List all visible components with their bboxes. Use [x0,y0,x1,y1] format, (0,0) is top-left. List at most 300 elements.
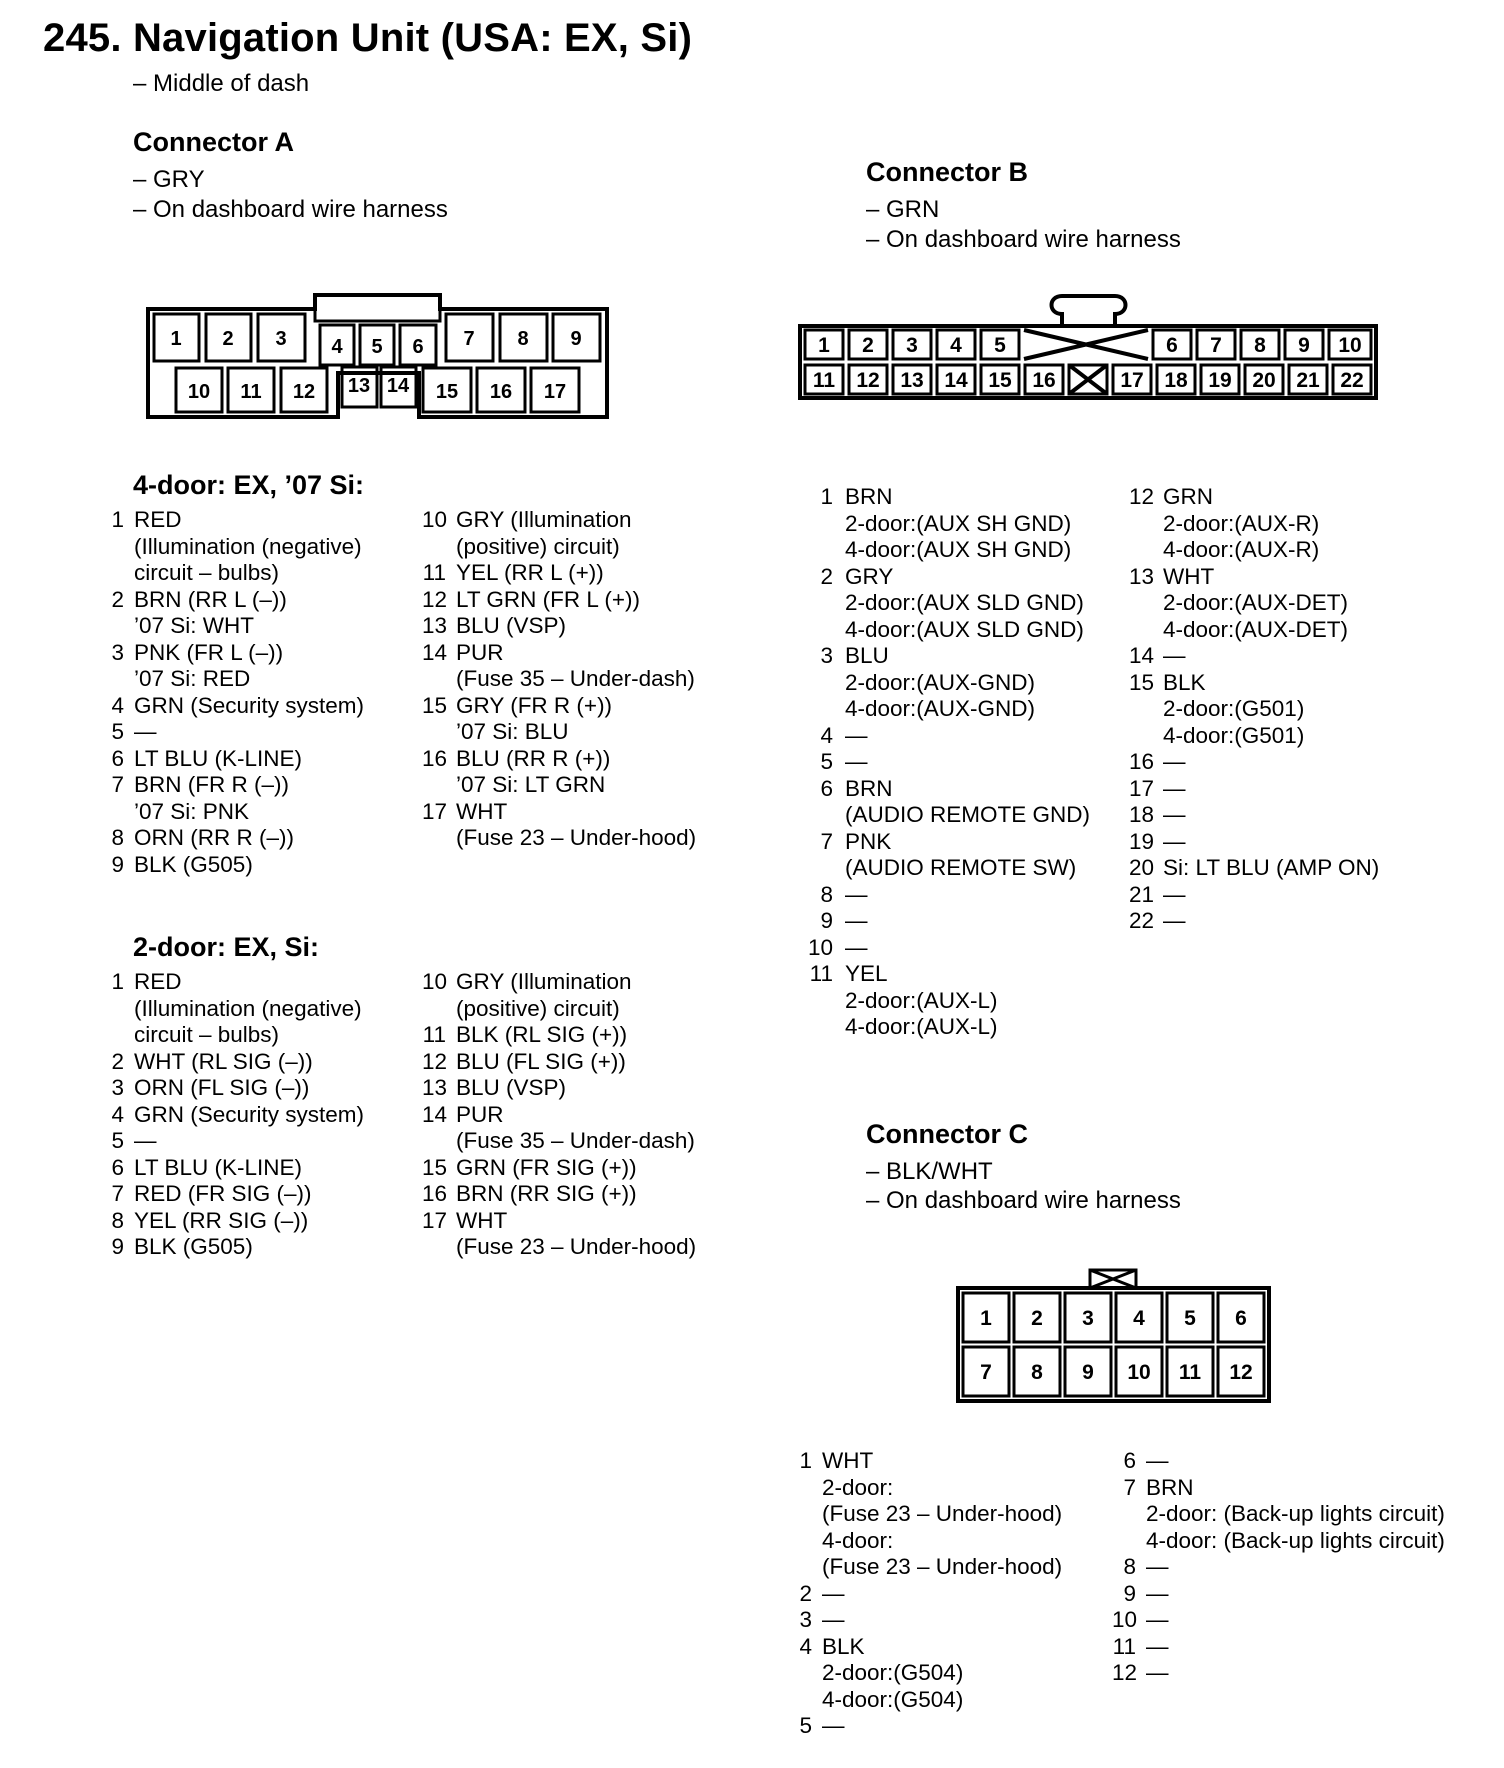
pin-entry [100,746,430,773]
connector-c-pin-1: 1 [980,1307,992,1330]
pin-number: 20 [1129,855,1155,880]
pin-number: 15 [422,692,448,718]
pin-entry [100,1155,430,1182]
pin-description-line: circuit – bulbs) [134,560,280,585]
a2-pin-list-left [100,969,430,1261]
pin-description-line: 2-door:(AUX SH GND) [845,510,1072,536]
pin-number: 11 [422,560,446,585]
pin-entry [1112,1475,1472,1555]
connector-a-pin-8: 8 [517,328,529,350]
pin-entry [1129,564,1469,644]
connector-a-pin-14: 14 [386,375,410,397]
pin-number: 4 [111,692,124,718]
pin-description-line: 4-door:(AUX SLD GND) [845,616,1084,642]
pin-description-line: RED [134,969,182,994]
pin-entry [1112,1448,1472,1475]
pin-entry [100,772,430,825]
pin-description-line: LT BLU (K-LINE) [134,745,302,771]
pin-entry [803,749,1133,776]
pin-number: 9 [820,908,833,933]
pin-description-line: BLK (G505) [134,1234,253,1259]
pin-number: 9 [111,1234,124,1259]
pin-entry [1129,484,1469,564]
pin-entry [1129,829,1469,856]
pin-number: 13 [422,1075,448,1100]
pin-description-line: LT BLU (K-LINE) [134,1154,302,1180]
connector-a-title: Connector A [133,127,294,157]
pin-entry [788,1448,1128,1581]
pin-description-line: (Illumination (negative) [134,995,362,1021]
pin-description-line: (Fuse 23 – Under-hood) [456,1234,697,1259]
pin-description-line: WHT [456,1207,508,1233]
pin-entry [100,507,430,587]
pin-description-line: BRN (RR L (–)) [134,586,287,612]
pin-number: 16 [1129,749,1155,774]
pin-number: 1 [820,484,833,509]
pin-description-line: (AUDIO REMOTE SW) [845,855,1077,880]
pin-entry [422,799,752,852]
pin-description-line: BRN [845,775,893,801]
c-pin-list-right [1112,1448,1472,1687]
pin-description-line: BRN (FR R (–)) [134,772,289,797]
connector-a-pin-5: 5 [371,336,383,358]
pin-entry [422,507,752,560]
connector-b-pin-3: 3 [906,334,918,357]
connector-b-location: – On dashboard wire harness [866,226,1181,253]
pin-entry [1112,1660,1472,1687]
pin-number: 14 [422,1101,448,1127]
pin-entry [1129,776,1469,803]
pin-number: 2 [820,563,833,589]
pin-number: 4 [820,722,833,748]
pin-entry [422,1075,752,1102]
pin-number: 2 [111,1048,124,1074]
pin-description-line: YEL (RR SIG (–)) [134,1207,309,1233]
pin-number: 7 [1123,1474,1136,1500]
pin-description-line: ’07 Si: LT GRN [456,772,606,797]
pin-description-line: 4-door:(AUX-DET) [1163,616,1349,642]
pin-entry [100,852,430,879]
pin-number: 7 [111,772,124,797]
pin-number: 1 [111,969,124,994]
pin-number: 10 [422,969,448,994]
pin-description-line: 4-door: (Back-up lights circuit) [1146,1527,1445,1553]
connector-a-pin-6: 6 [412,336,424,358]
pin-entry [1129,670,1469,750]
pin-description-line: GRN (FR SIG (+)) [456,1154,637,1180]
connector-c-pin-7: 7 [980,1361,992,1384]
pin-number: 12 [1129,484,1155,509]
pin-entry [788,1634,1128,1714]
pin-description-line: 4-door:(G504) [822,1686,964,1712]
b-pin-list-right [1129,484,1469,935]
pin-entry [1129,908,1469,935]
pin-description-line: LT GRN (FR L (+)) [456,586,640,612]
pin-description-line: (Fuse 23 – Under-hood) [822,1501,1063,1526]
connector-c-pin-10: 10 [1127,1361,1151,1384]
connector-a-location: – On dashboard wire harness [133,196,448,223]
pin-description-line: RED (FR SIG (–)) [134,1181,312,1206]
pin-description-line: 4-door:(AUX-R) [1163,537,1320,562]
pin-entry [803,935,1133,962]
pin-entry [803,484,1133,564]
location-note: – Middle of dash [133,70,310,97]
pin-description-line: — [1146,1660,1169,1685]
connector-b-pin-20: 20 [1252,369,1276,392]
pin-number: 6 [111,745,124,771]
pin-number: 11 [1112,1633,1136,1659]
pin-number: 9 [111,851,124,877]
pin-entry [422,613,752,640]
connector-b-pin-10: 10 [1338,334,1362,357]
pin-number: 6 [820,775,833,801]
connector-a-pin-13: 13 [347,375,371,397]
connector-c-pin-8: 8 [1031,1361,1043,1384]
connector-a-pin-3: 3 [275,328,287,350]
pin-description-line: — [1163,828,1186,854]
pin-description-line: — [1146,1448,1169,1473]
pin-number: 4 [799,1633,812,1659]
pin-entry [422,1049,752,1076]
connector-b-pin-12: 12 [856,369,880,392]
connector-a-pin-17: 17 [543,381,567,403]
pin-description-line: BLK (G505) [134,851,253,877]
pin-description-line: RED [134,507,182,532]
connector-a-pin-15: 15 [435,381,459,403]
pin-description-line: BRN [1146,1474,1194,1500]
pin-description-line: 4-door:(AUX-GND) [845,696,1036,721]
pin-description-line: (Fuse 35 – Under-dash) [456,666,695,691]
a2-heading: 2-door: EX, Si: [133,932,320,962]
connector-a-pin-7: 7 [463,328,475,350]
connector-b-pin-2: 2 [862,334,874,357]
pin-description-line: ORN (RR R (–)) [134,825,294,850]
pin-description-line: GRY [845,563,894,589]
pin-number: 10 [807,934,833,960]
pin-number: 4 [111,1101,124,1127]
pin-description-line: — [822,1607,845,1632]
pin-number: 1 [799,1448,812,1473]
pin-entry [100,1075,430,1102]
pin-description-line: WHT [456,798,508,824]
pin-number: 8 [1123,1554,1136,1579]
connector-a-pin-1: 1 [170,328,182,350]
pin-entry [803,564,1133,644]
pin-entry [1129,643,1469,670]
pin-description-line: ’07 Si: PNK [134,798,250,824]
pin-entry [422,969,752,1022]
pin-description-line: (Fuse 35 – Under-dash) [456,1128,695,1153]
pin-number: 8 [111,825,124,850]
pin-entry [803,882,1133,909]
connector-b-color: – GRN [866,196,940,223]
connector-a-pin-11: 11 [240,381,262,403]
pin-entry [100,1049,430,1076]
connector-c-pin-2: 2 [1031,1307,1043,1330]
connector-c-pin-11: 11 [1178,1361,1202,1384]
pin-description-line: — [1146,1580,1169,1606]
c-pin-list-left [788,1448,1128,1740]
pin-number: 17 [422,1207,448,1233]
pin-description-line: BLK [1163,669,1206,695]
connector-b-pin-1: 1 [818,334,830,357]
pin-description-line: 2-door:(G504) [822,1660,964,1685]
pin-description-line: — [845,722,868,748]
pin-description-line: BRN (RR SIG (+)) [456,1181,637,1206]
connector-b-pin-7: 7 [1210,334,1222,357]
pin-entry [100,969,430,1049]
pin-description-line: (Fuse 23 – Under-hood) [822,1554,1063,1579]
connector-b-pin-5: 5 [994,334,1006,357]
pin-number: 9 [1123,1580,1136,1606]
pin-entry [422,640,752,693]
pin-number: 16 [422,745,448,771]
pin-number: 14 [1129,643,1155,668]
pin-description-line: BLU (VSP) [456,1075,567,1100]
pin-number: 15 [1129,669,1155,695]
connector-b-pin-15: 15 [988,369,1012,392]
pin-description-line: — [1163,802,1186,827]
pin-number: 1 [111,507,124,532]
pin-number: 10 [1112,1607,1138,1632]
pin-description-line: GRN (Security system) [134,1101,365,1127]
pin-entry [100,693,430,720]
pin-number: 6 [111,1154,124,1180]
pin-description-line: 2-door:(AUX-GND) [845,669,1036,695]
pin-description-line: GRN (Security system) [134,692,365,718]
pin-description-line: — [1163,908,1186,933]
connector-a-pin-2: 2 [222,328,234,350]
connector-b-pin-19: 19 [1208,369,1232,392]
pin-number: 7 [820,828,833,854]
pin-number: 10 [422,507,448,532]
pin-number: 6 [1123,1448,1136,1473]
connector-c-pin-12: 12 [1229,1361,1253,1384]
page-title: 245. Navigation Unit (USA: EX, Si) [43,16,693,60]
pin-description-line: ORN (FL SIG (–)) [134,1075,310,1100]
pin-number: 18 [1129,802,1155,827]
pin-description-line: BLU (FL SIG (+)) [456,1048,626,1074]
pin-number: 7 [111,1181,124,1206]
connector-c-pin-9: 9 [1082,1361,1094,1384]
pin-number: 14 [422,639,448,665]
pin-entry [422,693,752,746]
pin-description-line: 2-door:(AUX-R) [1163,510,1320,536]
pin-number: 5 [820,749,833,774]
a4-pin-list-left [100,507,430,878]
pin-description-line: ’07 Si: BLU [456,719,569,744]
pin-entry [100,1208,430,1235]
connector-c-pin-6: 6 [1235,1307,1247,1330]
pin-entry [788,1607,1128,1634]
pin-number: 5 [111,719,124,744]
pin-description-line: — [134,719,157,744]
pin-description-line: 4-door:(AUX SH GND) [845,537,1072,562]
pin-description-line: 2-door:(G501) [1163,696,1305,721]
pin-description-line: (positive) circuit) [456,533,620,559]
connector-a-pin-12: 12 [292,381,316,403]
pin-number: 5 [799,1713,812,1738]
connector-a-pin-4: 4 [331,336,343,358]
pin-number: 21 [1129,881,1155,907]
pin-entry [422,587,752,614]
pin-description-line: — [822,1713,845,1738]
pin-entry [100,1128,430,1155]
connector-b-pin-13: 13 [900,369,924,392]
pin-description-line: WHT [822,1448,874,1473]
connector-c-pin-5: 5 [1184,1307,1196,1330]
connector-a-pin-16: 16 [489,381,513,403]
pin-description-line: 2-door:(AUX-DET) [1163,590,1349,615]
pin-description-line: (positive) circuit) [456,995,620,1021]
connector-b-pin-4: 4 [950,334,962,357]
pin-entry [1112,1581,1472,1608]
pin-entry [422,560,752,587]
pin-description-line: 4-door:(G501) [1163,722,1305,748]
pin-description-line: BRN [845,484,893,509]
a2-pin-list-right [422,969,752,1261]
pin-description-line: GRN [1163,484,1213,509]
pin-description-line: ’07 Si: WHT [134,613,255,638]
connector-c-pin-4: 4 [1133,1307,1145,1330]
connector-b-diagram [790,286,1390,406]
pin-description-line: 4-door: [822,1527,894,1553]
pin-entry [100,1102,430,1129]
pin-description-line: — [1146,1633,1169,1659]
pin-entry [100,825,430,852]
connector-b-pin-14: 14 [944,369,968,392]
pin-entry [100,1181,430,1208]
pin-description-line: BLU [845,643,889,668]
connector-b-pin-9: 9 [1298,334,1310,357]
pin-entry [422,1022,752,1049]
pin-description-line: PNK [845,828,892,854]
pin-entry [422,746,752,799]
pin-number: 3 [111,639,124,665]
pin-entry [803,908,1133,935]
pin-number: 12 [1112,1660,1138,1685]
pin-description-line: PUR [456,639,504,665]
connector-a-diagram [140,285,620,425]
pin-entry [803,829,1133,882]
connector-b-pin-18: 18 [1164,369,1188,392]
pin-entry [803,723,1133,750]
pin-entry [422,1155,752,1182]
pin-number: 17 [1129,775,1155,801]
pin-entry [100,640,430,693]
connector-b-pin-16: 16 [1032,369,1056,392]
connector-b-pin-21: 21 [1296,369,1320,392]
pin-entry [100,1234,430,1261]
pin-entry [803,961,1133,1041]
pin-description-line: BLK [822,1633,865,1659]
pin-description-line: — [845,749,868,774]
pin-description-line: (AUDIO REMOTE GND) [845,802,1090,827]
pin-number: 5 [111,1128,124,1153]
connector-a-pin-10: 10 [187,381,211,403]
pin-description-line: 2-door:(AUX-L) [845,987,998,1013]
pin-description-line: — [1146,1607,1169,1632]
pin-description-line: BLK (RL SIG (+)) [456,1022,628,1047]
pin-description-line: (Fuse 23 – Under-hood) [456,825,697,850]
a4-heading: 4-door: EX, ’07 Si: [133,470,365,500]
pin-entry [1129,855,1469,882]
pin-description-line: — [1163,881,1186,907]
pin-description-line: — [134,1128,157,1153]
pin-number: 2 [799,1580,812,1606]
pin-number: 13 [1129,563,1155,589]
pin-description-line: PNK (FR L (–)) [134,639,284,665]
pin-description-line: — [822,1580,845,1606]
pin-number: 17 [422,798,448,824]
connector-c-color: – BLK/WHT [866,1158,993,1185]
pin-number: 8 [111,1207,124,1233]
pin-description-line: 2-door: [822,1474,894,1500]
pin-number: 22 [1129,908,1155,933]
pin-entry [1112,1634,1472,1661]
pin-description-line: WHT [1163,563,1215,589]
pin-entry [788,1581,1128,1608]
pin-description-line: — [1146,1554,1169,1579]
pin-description-line: GRY (Illumination [456,507,632,532]
pin-description-line: YEL [845,961,888,986]
pin-entry [1129,802,1469,829]
pin-number: 3 [111,1075,124,1100]
pin-number: 11 [809,961,833,986]
connector-a-pin-9: 9 [570,328,582,350]
pin-number: 8 [820,881,833,907]
pin-description-line: — [845,908,868,933]
pin-description-line: Si: LT BLU (AMP ON) [1163,855,1380,880]
pin-description-line: GRY (FR R (+)) [456,692,613,718]
pin-number: 12 [422,1048,448,1074]
pin-entry [1129,749,1469,776]
pin-entry [803,776,1133,829]
connector-b-pin-11: 11 [812,369,836,392]
pin-description-line: ’07 Si: RED [134,666,251,691]
connector-c-title: Connector C [866,1119,1028,1149]
b-pin-list-left [803,484,1133,1041]
pin-description-line: — [845,881,868,907]
pin-entry [422,1208,752,1261]
pin-entry [1112,1554,1472,1581]
pin-description-line: YEL (RR L (+)) [456,560,604,585]
pin-description-line: GRY (Illumination [456,969,632,994]
pin-entry [422,1102,752,1155]
pin-entry [1129,882,1469,909]
connector-b-title: Connector B [866,157,1028,187]
pin-entry [803,643,1133,723]
pin-entry [422,1181,752,1208]
pin-description-line: circuit – bulbs) [134,1022,280,1047]
pin-number: 15 [422,1154,448,1180]
pin-number: 12 [422,586,448,612]
pin-description-line: 2-door:(AUX SLD GND) [845,590,1084,615]
pin-description-line: BLU (VSP) [456,613,567,638]
pin-entry [788,1713,1128,1740]
connector-b-pin-22: 22 [1340,369,1364,392]
a4-pin-list-right [422,507,752,852]
pin-number: 16 [422,1181,448,1206]
connector-c-pin-3: 3 [1082,1307,1094,1330]
pin-entry [100,719,430,746]
pin-description-line: — [1163,749,1186,774]
connector-b-pin-6: 6 [1166,334,1178,357]
pin-number: 11 [422,1022,446,1047]
pin-entry [1112,1607,1472,1634]
pin-description-line: 4-door:(AUX-L) [845,1014,998,1039]
pin-number: 13 [422,613,448,638]
